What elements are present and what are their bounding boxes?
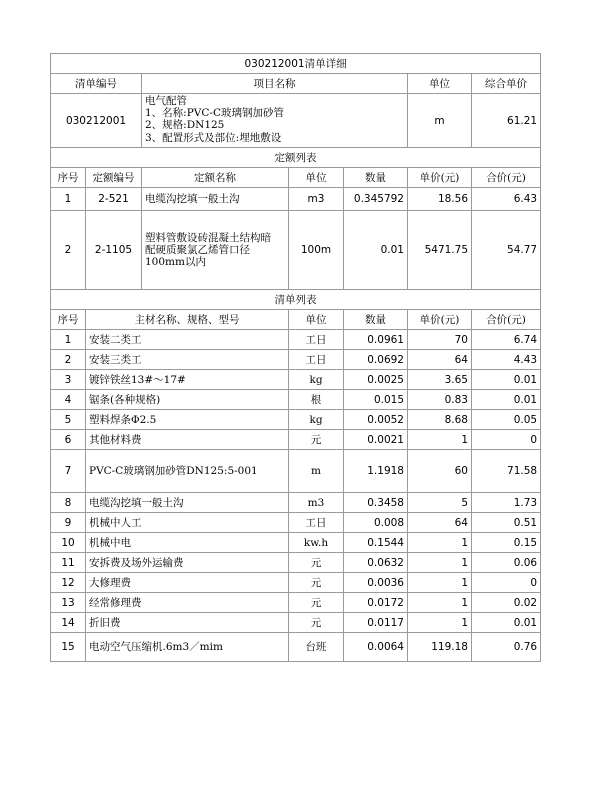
- material-unit: kg: [289, 370, 344, 390]
- bill-name-line: 3、配置形式及部位:埋地敷设: [145, 131, 282, 144]
- material-seq: 15: [51, 633, 86, 662]
- material-total: 0.51: [472, 513, 541, 533]
- material-total: 0.05: [472, 410, 541, 430]
- material-name: 镀锌铁丝13#～17#: [86, 370, 289, 390]
- quota-name-header: 定额名称: [142, 168, 289, 188]
- material-seq: 10: [51, 533, 86, 553]
- material-unit: m: [289, 450, 344, 493]
- material-price: 1: [408, 593, 472, 613]
- quota-name-line: 配硬质聚氯乙烯管口径: [145, 244, 250, 256]
- material-row: [51, 633, 541, 662]
- quota-price: 18.56: [408, 188, 472, 211]
- bill-detail-table: [50, 53, 541, 662]
- material-seq: 8: [51, 493, 86, 513]
- material-total: 0.15: [472, 533, 541, 553]
- material-price: 1: [408, 430, 472, 450]
- quota-code: 2-1105: [86, 211, 142, 290]
- material-total: 0.01: [472, 370, 541, 390]
- quota-total: 6.43: [472, 188, 541, 211]
- bill-unit: m: [408, 94, 472, 148]
- material-total: 1.73: [472, 493, 541, 513]
- material-total: 0.01: [472, 390, 541, 410]
- material-seq: 12: [51, 573, 86, 593]
- material-name: 机械中电: [86, 533, 289, 553]
- material-unit: 元: [289, 430, 344, 450]
- material-total: 4.43: [472, 350, 541, 370]
- material-price: 8.68: [408, 410, 472, 430]
- material-total: 0.76: [472, 633, 541, 662]
- quota-price-header: 单价(元): [408, 168, 472, 188]
- bill-name: [142, 94, 408, 148]
- material-name-header: 主材名称、规格、型号: [86, 310, 289, 330]
- quota-code-header: 定额编号: [86, 168, 142, 188]
- material-total: 0.01: [472, 613, 541, 633]
- quota-qty-header: 数量: [344, 168, 408, 188]
- quota-total-header: 合价(元): [472, 168, 541, 188]
- material-qty: 0.0692: [344, 350, 408, 370]
- quota-section-title: 定额列表: [51, 148, 541, 168]
- material-name: 安拆费及场外运输费: [86, 553, 289, 573]
- quota-qty: 0.345792: [344, 188, 408, 211]
- quota-name: [142, 211, 289, 290]
- material-name: 其他材料费: [86, 430, 289, 450]
- material-price: 1: [408, 533, 472, 553]
- material-section-title: 清单列表: [51, 290, 541, 310]
- material-qty: 1.1918: [344, 450, 408, 493]
- quota-price: 5471.75: [408, 211, 472, 290]
- material-price: 3.65: [408, 370, 472, 390]
- material-seq: 9: [51, 513, 86, 533]
- material-total: 6.74: [472, 330, 541, 350]
- material-qty: 0.3458: [344, 493, 408, 513]
- bill-name-line: 1、名称:PVC-C玻璃钢加砂管: [145, 107, 284, 120]
- material-row: [51, 330, 541, 350]
- material-price: 64: [408, 513, 472, 533]
- material-unit: 根: [289, 390, 344, 410]
- material-seq: 3: [51, 370, 86, 390]
- material-row: [51, 553, 541, 573]
- material-price: 119.18: [408, 633, 472, 662]
- material-qty: 0.0117: [344, 613, 408, 633]
- material-unit: m3: [289, 493, 344, 513]
- material-qty: 0.0021: [344, 430, 408, 450]
- quota-name-line: 100mm以内: [145, 256, 206, 268]
- material-total: 0: [472, 573, 541, 593]
- material-price: 0.83: [408, 390, 472, 410]
- material-total: 0: [472, 430, 541, 450]
- material-seq: 1: [51, 330, 86, 350]
- quota-row: [51, 211, 541, 290]
- material-row: [51, 513, 541, 533]
- material-name: 折旧费: [86, 613, 289, 633]
- material-row: [51, 533, 541, 553]
- material-row: [51, 613, 541, 633]
- material-row: [51, 430, 541, 450]
- material-qty: 0.1544: [344, 533, 408, 553]
- material-qty: 0.0172: [344, 593, 408, 613]
- material-seq: 14: [51, 613, 86, 633]
- material-name: 锯条(各种规格): [86, 390, 289, 410]
- quota-unit-header: 单位: [289, 168, 344, 188]
- material-unit: 元: [289, 613, 344, 633]
- material-row: [51, 493, 541, 513]
- material-seq: 2: [51, 350, 86, 370]
- material-price: 1: [408, 613, 472, 633]
- material-name: 安装三类工: [86, 350, 289, 370]
- material-row: [51, 410, 541, 430]
- quota-seq: 2: [51, 211, 86, 290]
- quota-name: 电缆沟挖填一般土沟: [142, 188, 289, 211]
- material-name: 塑料焊条Φ2.5: [86, 410, 289, 430]
- bill-price: 61.21: [472, 94, 541, 148]
- material-qty: 0.0036: [344, 573, 408, 593]
- material-seq: 13: [51, 593, 86, 613]
- bill-code-header: 清单编号: [51, 74, 142, 94]
- material-qty: 0.008: [344, 513, 408, 533]
- material-qty: 0.015: [344, 390, 408, 410]
- material-price: 60: [408, 450, 472, 493]
- material-unit: kw.h: [289, 533, 344, 553]
- material-row: [51, 573, 541, 593]
- material-qty-header: 数量: [344, 310, 408, 330]
- quota-code: 2-521: [86, 188, 142, 211]
- material-unit: 工日: [289, 513, 344, 533]
- quota-unit: m3: [289, 188, 344, 211]
- material-qty: 0.0025: [344, 370, 408, 390]
- bill-price-header: 综合单价: [472, 74, 541, 94]
- quota-qty: 0.01: [344, 211, 408, 290]
- material-price-header: 单价(元): [408, 310, 472, 330]
- material-seq: 5: [51, 410, 86, 430]
- material-seq: 4: [51, 390, 86, 410]
- quota-seq: 1: [51, 188, 86, 211]
- bill-code: 030212001: [51, 94, 142, 148]
- material-price: 70: [408, 330, 472, 350]
- quota-total: 54.77: [472, 211, 541, 290]
- bill-name-line: 电气配管: [145, 95, 187, 107]
- bill-name-line: 2、规格:DN125: [145, 119, 225, 132]
- bill-unit-header: 单位: [408, 74, 472, 94]
- material-qty: 0.0052: [344, 410, 408, 430]
- material-unit: 工日: [289, 350, 344, 370]
- material-unit: 元: [289, 593, 344, 613]
- material-seq-header: 序号: [51, 310, 86, 330]
- material-unit: 元: [289, 573, 344, 593]
- material-total: 0.02: [472, 593, 541, 613]
- material-unit-header: 单位: [289, 310, 344, 330]
- material-price: 5: [408, 493, 472, 513]
- material-unit: 元: [289, 553, 344, 573]
- material-name: 大修理费: [86, 573, 289, 593]
- material-row: [51, 390, 541, 410]
- material-name: PVC-C玻璃钢加砂管DN125:5-001: [86, 450, 289, 493]
- quota-seq-header: 序号: [51, 168, 86, 188]
- material-seq: 7: [51, 450, 86, 493]
- material-name: 电缆沟挖填一般土沟: [86, 493, 289, 513]
- quota-row: [51, 188, 541, 211]
- material-name: 电动空气压缩机.6m3／mim: [86, 633, 289, 662]
- material-seq: 6: [51, 430, 86, 450]
- material-name: 经常修理费: [86, 593, 289, 613]
- material-total-header: 合价(元): [472, 310, 541, 330]
- material-total: 71.58: [472, 450, 541, 493]
- material-row: [51, 350, 541, 370]
- material-price: 1: [408, 553, 472, 573]
- material-name: 机械中人工: [86, 513, 289, 533]
- material-unit: 工日: [289, 330, 344, 350]
- material-seq: 11: [51, 553, 86, 573]
- material-row: [51, 370, 541, 390]
- material-name: 安装二类工: [86, 330, 289, 350]
- material-row: [51, 450, 541, 493]
- material-qty: 0.0632: [344, 553, 408, 573]
- material-qty: 0.0961: [344, 330, 408, 350]
- material-unit: kg: [289, 410, 344, 430]
- table-title: 030212001清单详细: [51, 54, 541, 74]
- material-price: 64: [408, 350, 472, 370]
- material-price: 1: [408, 573, 472, 593]
- material-row: [51, 593, 541, 613]
- bill-name-header: 项目名称: [142, 74, 408, 94]
- material-unit: 台班: [289, 633, 344, 662]
- material-qty: 0.0064: [344, 633, 408, 662]
- quota-name-line: 塑料管敷设砖混凝土结构暗: [145, 232, 271, 244]
- quota-unit: 100m: [289, 211, 344, 290]
- material-total: 0.06: [472, 553, 541, 573]
